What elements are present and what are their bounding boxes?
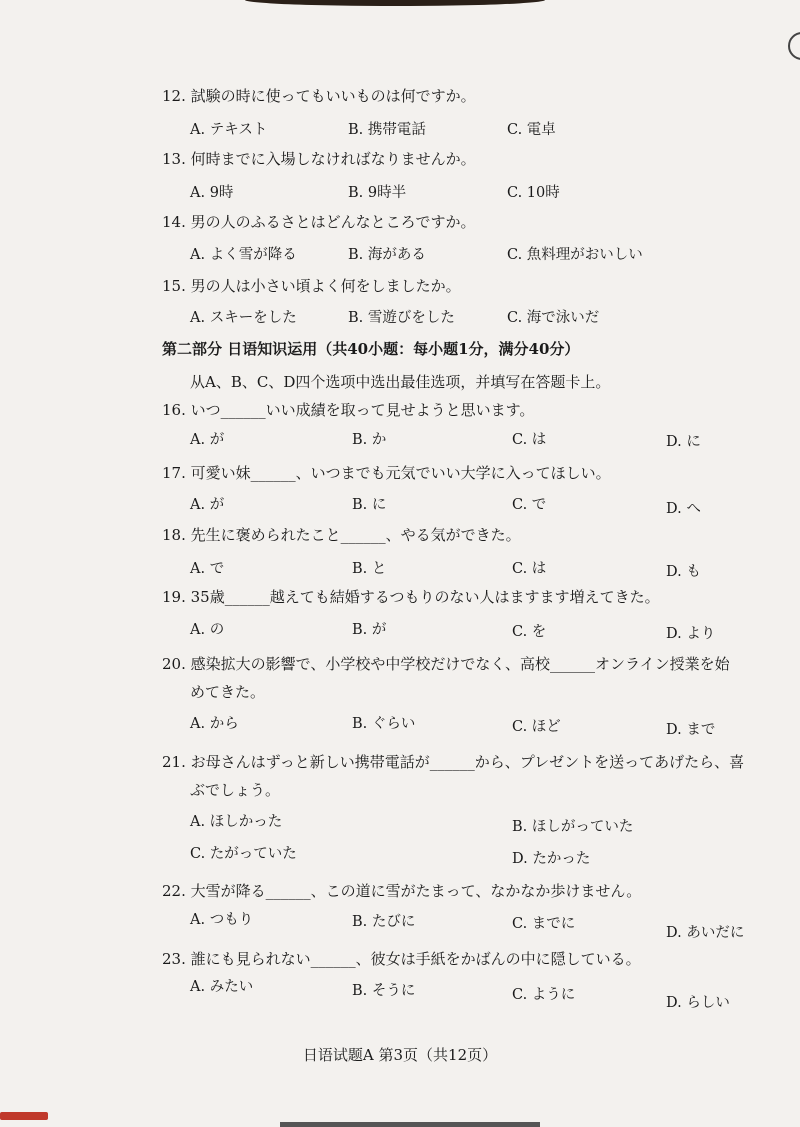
question-21: 21. お母さんはずっと新しい携帯電話が______から、プレゼントを送ってあげたら、喜 [162, 753, 745, 771]
question-15: 15. 男の人は小さい頃よく何をしましたか。 [162, 277, 461, 295]
q19-option-a: A. の [190, 622, 225, 638]
q23-option-c: C. ように [512, 987, 576, 1003]
q19-option-b: B. が [352, 622, 387, 638]
question-14: 14. 男の人のふるさとはどんなところですか。 [162, 213, 476, 231]
q16-option-c: C. は [512, 432, 547, 448]
q15-option-a: A. スキーをした [190, 310, 297, 326]
q12-option-a: A. テキスト [190, 122, 268, 138]
q17-option-d: D. へ [666, 501, 701, 517]
q21-option-d: D. たかった [512, 851, 591, 867]
q14-option-c: C. 魚料理がおいしい [507, 247, 643, 263]
question-20-cont: めてきた。 [190, 683, 266, 701]
q17-option-a: A. が [190, 497, 225, 513]
question-17: 17. 可愛い妹______、いつまでも元気でいい大学に入ってほしい。 [162, 464, 611, 482]
q14-option-a: A. よく雪が降る [190, 247, 297, 263]
q17-option-c: C. で [512, 497, 547, 513]
q17-option-b: B. に [352, 497, 387, 513]
q15-option-c: C. 海で泳いだ [507, 310, 600, 326]
q16-option-d: D. に [666, 434, 701, 450]
q21-option-c: C. たがっていた [190, 846, 297, 862]
q12-option-c: C. 電卓 [507, 122, 556, 138]
question-20: 20. 感染拡大の影響で、小学校や中学校だけでなく、高校______オンライン授業を始 [162, 655, 730, 673]
q13-option-a: A. 9時 [190, 185, 234, 201]
q22-option-b: B. たびに [352, 914, 416, 930]
q23-option-b: B. そうに [352, 983, 416, 999]
section-title: 第二部分 日语知识运用（共40小题：每小题1分，满分40分） [162, 340, 580, 358]
question-23: 23. 誰にも見られない______、彼女は手紙をかばんの中に隠している。 [162, 950, 641, 968]
q22-option-a: A. つもり [190, 912, 254, 928]
q18-option-d: D. も [666, 564, 701, 580]
q19-option-c: C. を [512, 624, 547, 640]
question-12: 12. 試験の時に使ってもいいものは何ですか。 [162, 87, 476, 105]
question-18: 18. 先生に褒められたこと______、やる気ができた。 [162, 526, 521, 544]
q13-option-c: C. 10時 [507, 185, 560, 201]
q16-option-a: A. が [190, 432, 225, 448]
corner-mark [0, 1112, 48, 1120]
q20-option-d: D. まで [666, 722, 716, 738]
question-13: 13. 何時までに入場しなければなりませんか。 [162, 150, 476, 168]
margin-circle-mark [788, 32, 800, 60]
q16-option-b: B. か [352, 432, 387, 448]
q20-option-c: C. ほど [512, 719, 561, 735]
q20-option-b: B. ぐらい [352, 716, 416, 732]
q23-option-d: D. らしい [666, 995, 730, 1011]
q13-option-b: B. 9時半 [348, 185, 407, 201]
q21-option-b: B. ほしがっていた [512, 819, 634, 835]
q14-option-b: B. 海がある [348, 247, 426, 263]
q22-option-d: D. あいだに [666, 925, 745, 941]
binding-shadow [245, 0, 545, 6]
section-instruction: 从A、B、C、D四个选项中选出最佳选项，并填写在答题卡上。 [190, 373, 611, 391]
q18-option-c: C. は [512, 561, 547, 577]
page-footer: 日语试题A 第3页（共12页） [302, 1046, 498, 1064]
q15-option-b: B. 雪遊びをした [348, 310, 455, 326]
question-21-cont: ぶでしょう。 [190, 781, 281, 799]
q22-option-c: C. までに [512, 916, 576, 932]
question-16: 16. いつ______いい成績を取って見せようと思います。 [162, 401, 535, 419]
q18-option-a: A. で [190, 561, 225, 577]
question-19: 19. 35歳______越えても結婚するつもりのない人はますます増えてきた。 [162, 588, 660, 606]
q21-option-a: A. ほしかった [190, 814, 283, 830]
bottom-edge-shadow [280, 1122, 540, 1127]
q19-option-d: D. より [666, 626, 716, 642]
q18-option-b: B. と [352, 561, 387, 577]
q12-option-b: B. 携帯電話 [348, 122, 426, 138]
question-22: 22. 大雪が降る______、この道に雪がたまって、なかなか歩けません。 [162, 882, 642, 900]
q20-option-a: A. から [190, 716, 239, 732]
q23-option-a: A. みたい [190, 979, 254, 995]
